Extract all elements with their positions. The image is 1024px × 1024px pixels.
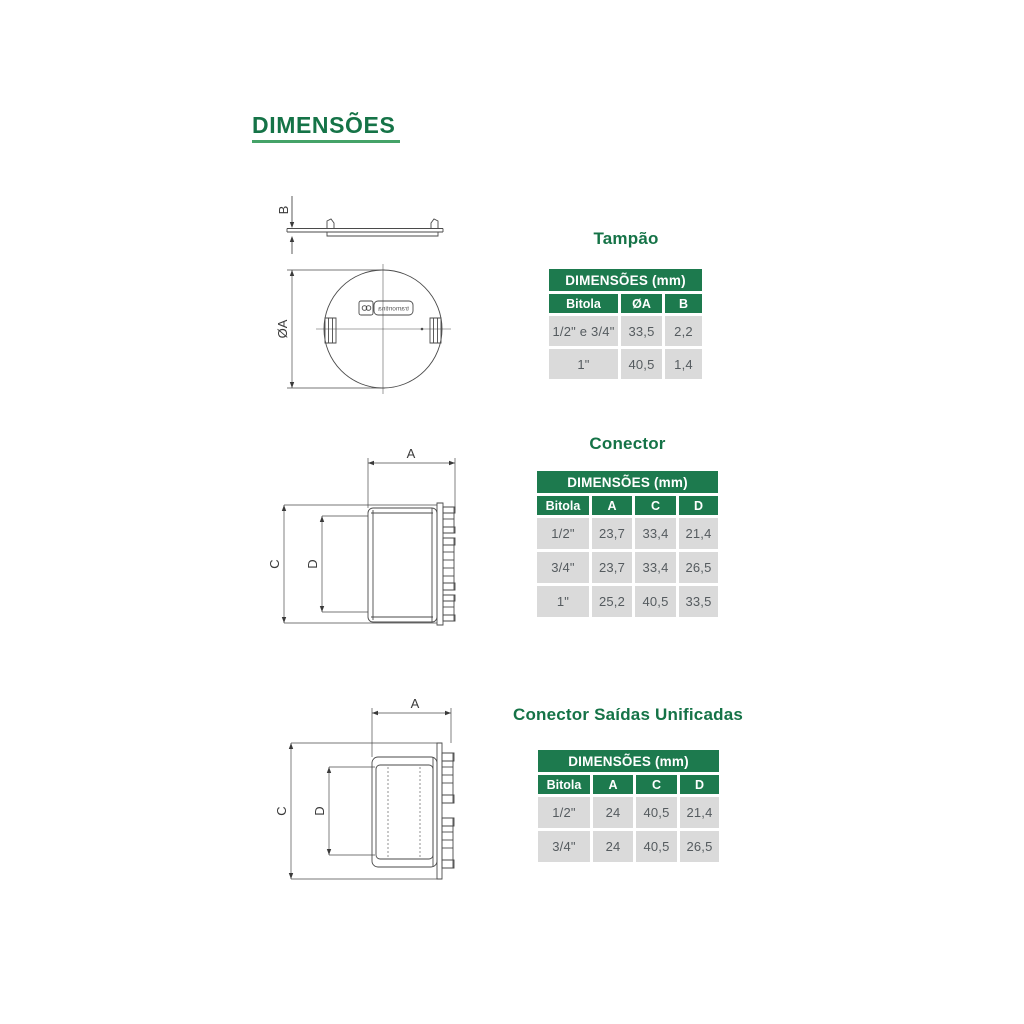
dim-label-d: D <box>312 806 327 816</box>
cell-bitola: 1/2" <box>537 518 589 549</box>
arrowhead-icon <box>320 606 324 612</box>
tampao-technical-drawing <box>260 180 480 400</box>
title-underline <box>252 140 400 143</box>
cell-bitola: 1/2" e 3/4" <box>549 316 618 346</box>
column-header-d: D <box>679 496 718 515</box>
cell-value: 33,4 <box>635 518 676 549</box>
cell-bitola: 3/4" <box>537 552 589 583</box>
arrowhead-icon <box>320 516 324 522</box>
column-header-c: C <box>635 496 676 515</box>
arrowhead-icon <box>327 767 331 773</box>
connector-body <box>372 743 454 879</box>
cap-side-view <box>287 219 443 236</box>
column-header-c: C <box>636 775 677 794</box>
dim-label-diameter-a: ØA <box>275 319 290 339</box>
conector-saidas-unificadas-technical-drawing <box>255 670 485 920</box>
cell-value: 40,5 <box>621 349 662 379</box>
cell-value: 23,7 <box>592 518 632 549</box>
table-title-cell: DIMENSÕES (mm) <box>549 269 702 291</box>
cell-bitola: 1/2" <box>538 797 590 828</box>
section-title-tampao: Tampão <box>593 229 659 248</box>
arrowhead-icon <box>372 711 378 715</box>
cell-value: 26,5 <box>679 552 718 583</box>
table-title-cell: DIMENSÕES (mm) <box>538 750 719 772</box>
dim-label-a: A <box>410 696 420 711</box>
arrowhead-icon <box>290 382 294 388</box>
cell-bitola: 1" <box>537 586 589 617</box>
arrowhead-icon <box>282 505 286 511</box>
cell-value: 23,7 <box>592 552 632 583</box>
column-header-b: B <box>665 294 702 313</box>
cell-value: 26,5 <box>680 831 719 862</box>
arrowhead-icon <box>327 849 331 855</box>
cell-value: 2,2 <box>665 316 702 346</box>
cell-value: 24 <box>593 831 633 862</box>
arrowhead-icon <box>290 270 294 276</box>
arrowhead-icon <box>445 711 451 715</box>
section-title-conector: Conector <box>589 434 666 453</box>
dimension-d <box>312 767 375 855</box>
column-header-bitola: Bitola <box>549 294 618 313</box>
section-title-conector-saidas-unificadas: Conector Saídas Unificadas <box>512 705 744 724</box>
column-header-bitola: Bitola <box>537 496 589 515</box>
dim-label-d: D <box>305 559 320 569</box>
dim-label-c: C <box>274 806 289 816</box>
column-header-a: A <box>592 496 632 515</box>
cap-side-tab-left <box>325 318 336 343</box>
center-mark <box>421 328 424 331</box>
arrowhead-icon <box>368 461 374 465</box>
cell-value: 25,2 <box>592 586 632 617</box>
cell-value: 21,4 <box>680 797 719 828</box>
table-title-cell: DIMENSÕES (mm) <box>537 471 718 493</box>
cell-value: 40,5 <box>636 831 677 862</box>
cell-bitola: 3/4" <box>538 831 590 862</box>
dimension-a <box>368 446 455 510</box>
arrowhead-icon <box>290 236 294 242</box>
cell-value: 1,4 <box>665 349 702 379</box>
dimension-a <box>372 696 451 757</box>
cell-value: 33,4 <box>635 552 676 583</box>
dimension-c <box>267 505 437 623</box>
arrowhead-icon <box>282 617 286 623</box>
cell-bitola: 1" <box>549 349 618 379</box>
threaded-outlet-bottom <box>443 595 455 621</box>
conector-dimensions-table <box>537 471 718 617</box>
dim-label-c: C <box>267 559 282 569</box>
dimension-b <box>276 196 294 254</box>
cell-value: 21,4 <box>679 518 718 549</box>
dim-label-a: A <box>406 446 416 461</box>
cell-value: 33,5 <box>679 586 718 617</box>
cell-value: 33,5 <box>621 316 662 346</box>
arrowhead-icon <box>289 743 293 749</box>
threaded-outlet-top <box>443 507 455 533</box>
column-header-d: D <box>680 775 719 794</box>
arrowhead-icon <box>290 222 294 228</box>
arrowhead-icon <box>449 461 455 465</box>
dim-label-b: B <box>276 205 291 215</box>
unified-outlet-bottom <box>442 818 454 868</box>
conector-technical-drawing <box>260 440 480 640</box>
column-header-a: A <box>593 775 633 794</box>
tampao-dimensions-table <box>549 269 702 379</box>
cap-top-view <box>316 264 451 394</box>
dimension-d <box>305 516 368 612</box>
connector-body <box>368 503 455 625</box>
cell-value: 40,5 <box>636 797 677 828</box>
column-header-diameter-a: ØA <box>621 294 662 313</box>
cell-value: 40,5 <box>635 586 676 617</box>
arrowhead-icon <box>289 873 293 879</box>
threaded-outlet-middle <box>443 538 455 590</box>
conector-saidas-unificadas-dimensions-table <box>538 750 719 862</box>
mounting-flange <box>437 503 443 625</box>
cap-side-tab-right <box>430 318 441 343</box>
cell-value: 24 <box>593 797 633 828</box>
unified-outlet-top <box>442 753 454 803</box>
column-header-bitola: Bitola <box>538 775 590 794</box>
page-title: DIMENSÕES <box>252 112 396 138</box>
mounting-flange <box>437 743 442 879</box>
brand-logo-mirrored-text: tramontina <box>378 305 409 313</box>
